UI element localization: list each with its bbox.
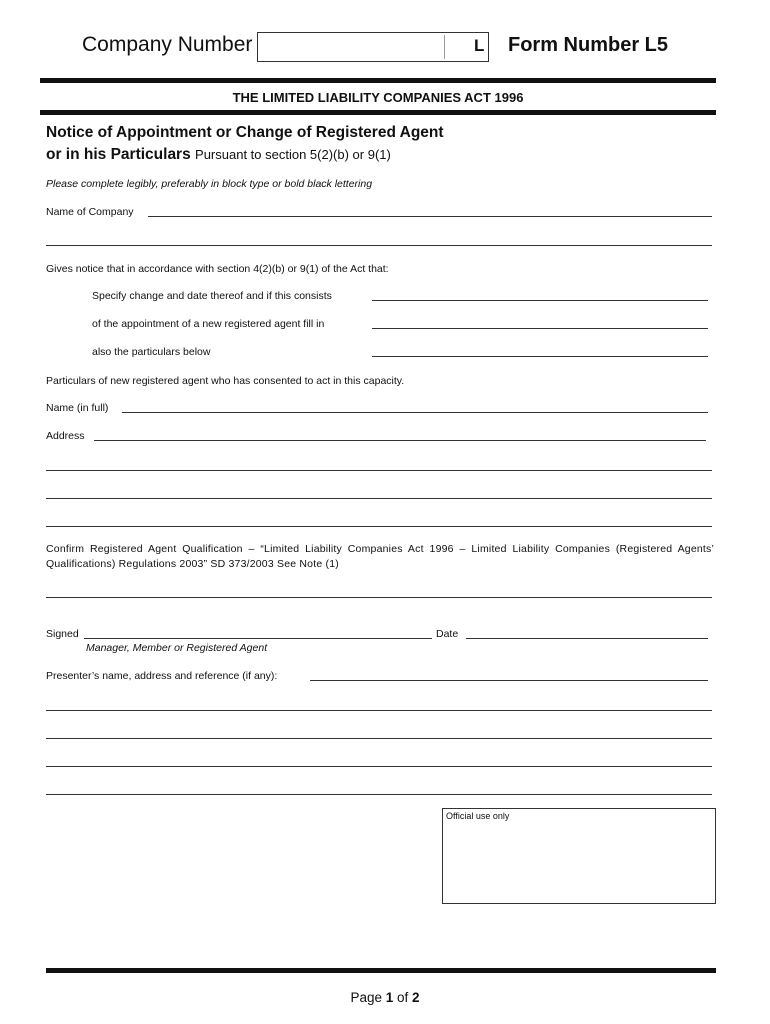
name-full-field[interactable] [122, 412, 708, 413]
name-of-company-field-2[interactable] [46, 245, 712, 246]
page-indicator [0, 990, 770, 1005]
presenter-field-3[interactable] [46, 738, 712, 739]
company-number-suffix: L [474, 36, 485, 55]
footer-rule [46, 968, 716, 973]
form-number: Form Number L5 [508, 34, 669, 56]
presenter-field-2[interactable] [46, 710, 712, 711]
address-label: Address [46, 430, 85, 442]
page-of: of [397, 990, 409, 1005]
date-label: Date [436, 628, 459, 640]
company-number-input[interactable] [257, 32, 489, 62]
notice-title: Notice of Appointment or Change of Registered Agent [46, 124, 444, 141]
header-rule-bottom [40, 110, 716, 115]
page-number: 1 [385, 990, 394, 1005]
company-number-divider [444, 35, 445, 59]
address-field-1[interactable] [94, 440, 706, 441]
specify-field-3[interactable] [372, 356, 708, 357]
instruction-text: Please complete legibly, preferably in block type or bold black lettering [46, 178, 373, 190]
specify-text-2: of the appointment of a new registered agent fill in [92, 318, 325, 330]
notice-subtitle-bold: or in his Particulars [46, 146, 191, 163]
gives-notice-text: Gives notice that in accordance with section 4(2)(b) or 9(1) of the Act that: [46, 263, 389, 275]
header-rule-top [40, 78, 716, 83]
company-number-label: Company Number [82, 33, 253, 56]
particulars-text: Particulars of new registered agent who has consented to act in this capacity. [46, 375, 405, 387]
specify-text-3: also the particulars below [92, 346, 211, 358]
signed-label: Signed [46, 628, 79, 640]
page-total: 2 [412, 990, 420, 1005]
address-field-3[interactable] [46, 498, 712, 499]
signed-role-note: Manager, Member or Registered Agent [86, 642, 268, 654]
confirm-qualification-text: Confirm Registered Agent Qualification – “Limited Liability Companies Act 1996 – Limited Liability Companies (Registered Agents’ Qualifications) Regulations 2003” SD 373/2003 See Note (1) [46, 543, 714, 570]
page-prefix: Page [350, 990, 382, 1005]
specify-field-1[interactable] [372, 300, 708, 301]
notice-pursuant: Pursuant to section 5(2)(b) or 9(1) [195, 147, 391, 162]
presenter-field-4[interactable] [46, 766, 712, 767]
date-field[interactable] [466, 638, 708, 639]
official-use-label: Official use only [446, 811, 510, 821]
specify-text-1: Specify change and date thereof and if this consists [92, 290, 332, 302]
name-of-company-field[interactable] [148, 216, 712, 217]
confirm-field[interactable] [46, 597, 712, 598]
official-use-box [442, 808, 716, 904]
address-field-2[interactable] [46, 470, 712, 471]
presenter-label: Presenter’s name, address and reference (if any): [46, 670, 278, 682]
notice-subtitle [46, 146, 391, 164]
name-full-label: Name (in full) [46, 402, 109, 414]
presenter-field-5[interactable] [46, 794, 712, 795]
name-of-company-label: Name of Company [46, 206, 134, 218]
specify-field-2[interactable] [372, 328, 708, 329]
signed-field[interactable] [84, 638, 432, 639]
address-field-4[interactable] [46, 526, 712, 527]
presenter-field-1[interactable] [310, 680, 708, 681]
act-title: THE LIMITED LIABILITY COMPANIES ACT 1996 [232, 90, 524, 105]
